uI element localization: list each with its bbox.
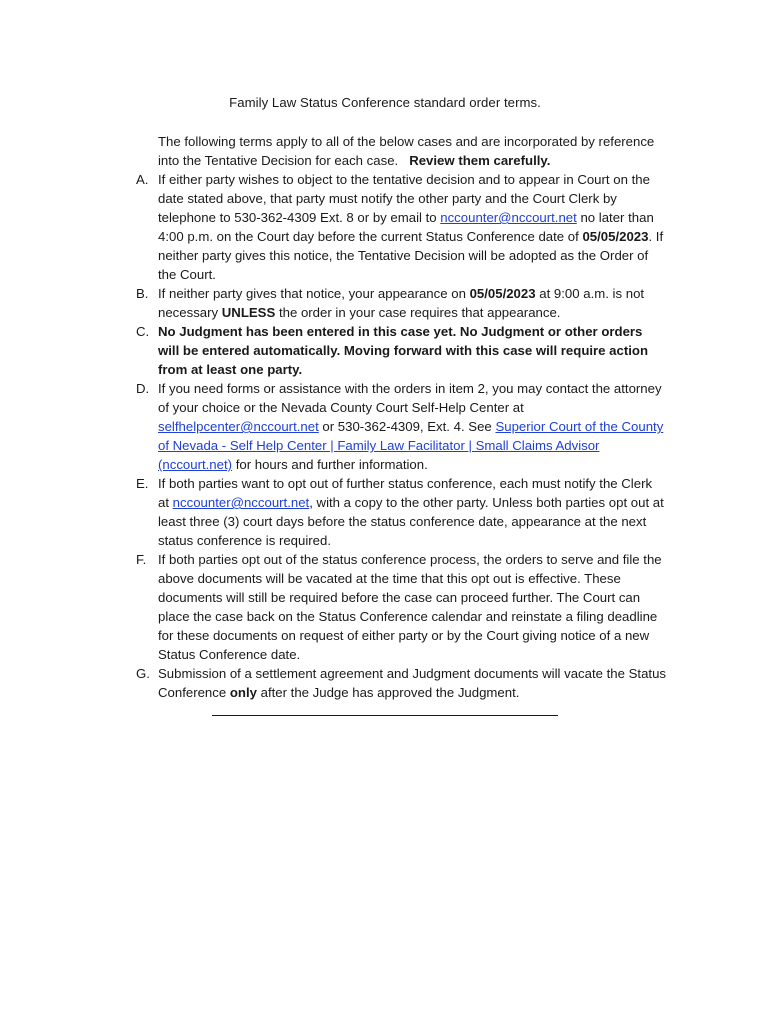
email-link-selfhelpcenter[interactable]: selfhelpcenter@nccourt.net <box>158 419 319 434</box>
term-d <box>136 379 666 474</box>
term-body <box>158 379 666 474</box>
term-text: If either party wishes to object to the tentative decision and to appear in Court on the date stated above, that party must notify the other party and the Court Clerk by telephone to 530-362-4309 Ext. 8 or by email to <box>158 172 650 225</box>
term-text: or 530-362-4309, Ext. 4. See <box>318 419 496 434</box>
term-text: , with a copy to the other party. Unless both parties opt out at least three (3) court days before the status conference date, appearance at the next status conference is required. <box>158 495 664 548</box>
term-body <box>158 550 666 664</box>
term-text: no later than 4:00 p.m. on the Court day before the current Status Conference date of <box>158 210 654 244</box>
term-letter: A. <box>136 172 149 187</box>
term-letter: F. <box>136 552 147 567</box>
signature-line <box>212 715 558 716</box>
email-link-nccounter[interactable]: nccounter@nccourt.net <box>440 210 577 225</box>
email-link-nccounter[interactable]: nccounter@nccourt.net <box>172 495 310 510</box>
intro-text: The following terms apply to all of the below cases and are incorporated by reference into the Tentative Decision for each case. <box>158 134 655 168</box>
term-b <box>136 284 666 322</box>
term-text: If neither party gives that notice, your appearance on <box>158 286 470 301</box>
conference-date: 05/05/2023 <box>582 229 649 244</box>
term-body <box>158 474 666 550</box>
term-letter: G. <box>136 666 150 681</box>
term-text: . If neither party gives this notice, the Tentative Decision will be adopted as the Order of the Court. <box>158 229 664 282</box>
term-text: If you need forms or assistance with the orders in item 2, you may contact the attorney of your choice or the Nevada County Court Self-Help Center at <box>158 381 662 415</box>
only-emphasis: only <box>229 685 257 700</box>
term-letter: E. <box>136 476 149 491</box>
term-a <box>136 170 666 284</box>
term-text: If both parties opt out of the status conference process, the orders to serve and file the above documents will be vacated at the time that this opt out is effective. These documents will still be required before the case can proceed further. The Court can place the case back on the Status Conference calendar and reinstate a filing deadline for these documents on request of either party or by the Court giving notice of a new Status Conference date. <box>158 552 662 662</box>
conference-date: 05/05/2023 <box>469 286 536 301</box>
term-letter: C. <box>136 324 150 339</box>
document-title: Family Law Status Conference standard order terms. <box>229 95 541 110</box>
intro-paragraph <box>158 132 658 170</box>
terms-list <box>136 170 666 702</box>
term-e <box>136 474 666 550</box>
term-bold-text: No Judgment has been entered in this case yet. No Judgment or other orders will be entered automatically. Moving forward with this case will require action from at least one party. <box>158 324 648 377</box>
term-text: for hours and further information. <box>232 457 428 472</box>
intro-emphasis: Review them carefully. <box>409 153 551 168</box>
term-text: after the Judge has approved the Judgment. <box>256 685 520 700</box>
term-body <box>158 322 666 379</box>
term-text: Submission of a settlement agreement and Judgment documents will vacate the Status Conference <box>158 666 666 700</box>
term-f <box>136 550 666 664</box>
term-body <box>158 170 666 284</box>
term-text: If both parties want to opt out of further status conference, each must notify the Clerk at <box>158 476 653 510</box>
term-text: at 9:00 a.m. is not necessary <box>158 286 645 320</box>
term-body <box>158 284 666 322</box>
self-help-center-link[interactable]: Superior Court of the County of Nevada - Self Help Center | Family Law Facilitator | Small Claims Advisor (nccourt.net) <box>158 419 664 472</box>
term-letter: B. <box>136 286 149 301</box>
unless-emphasis: UNLESS <box>221 305 276 320</box>
term-letter: D. <box>136 381 150 396</box>
term-body <box>158 664 666 702</box>
term-c <box>136 322 666 379</box>
term-text: the order in your case requires that appearance. <box>275 305 561 320</box>
term-g <box>136 664 666 702</box>
